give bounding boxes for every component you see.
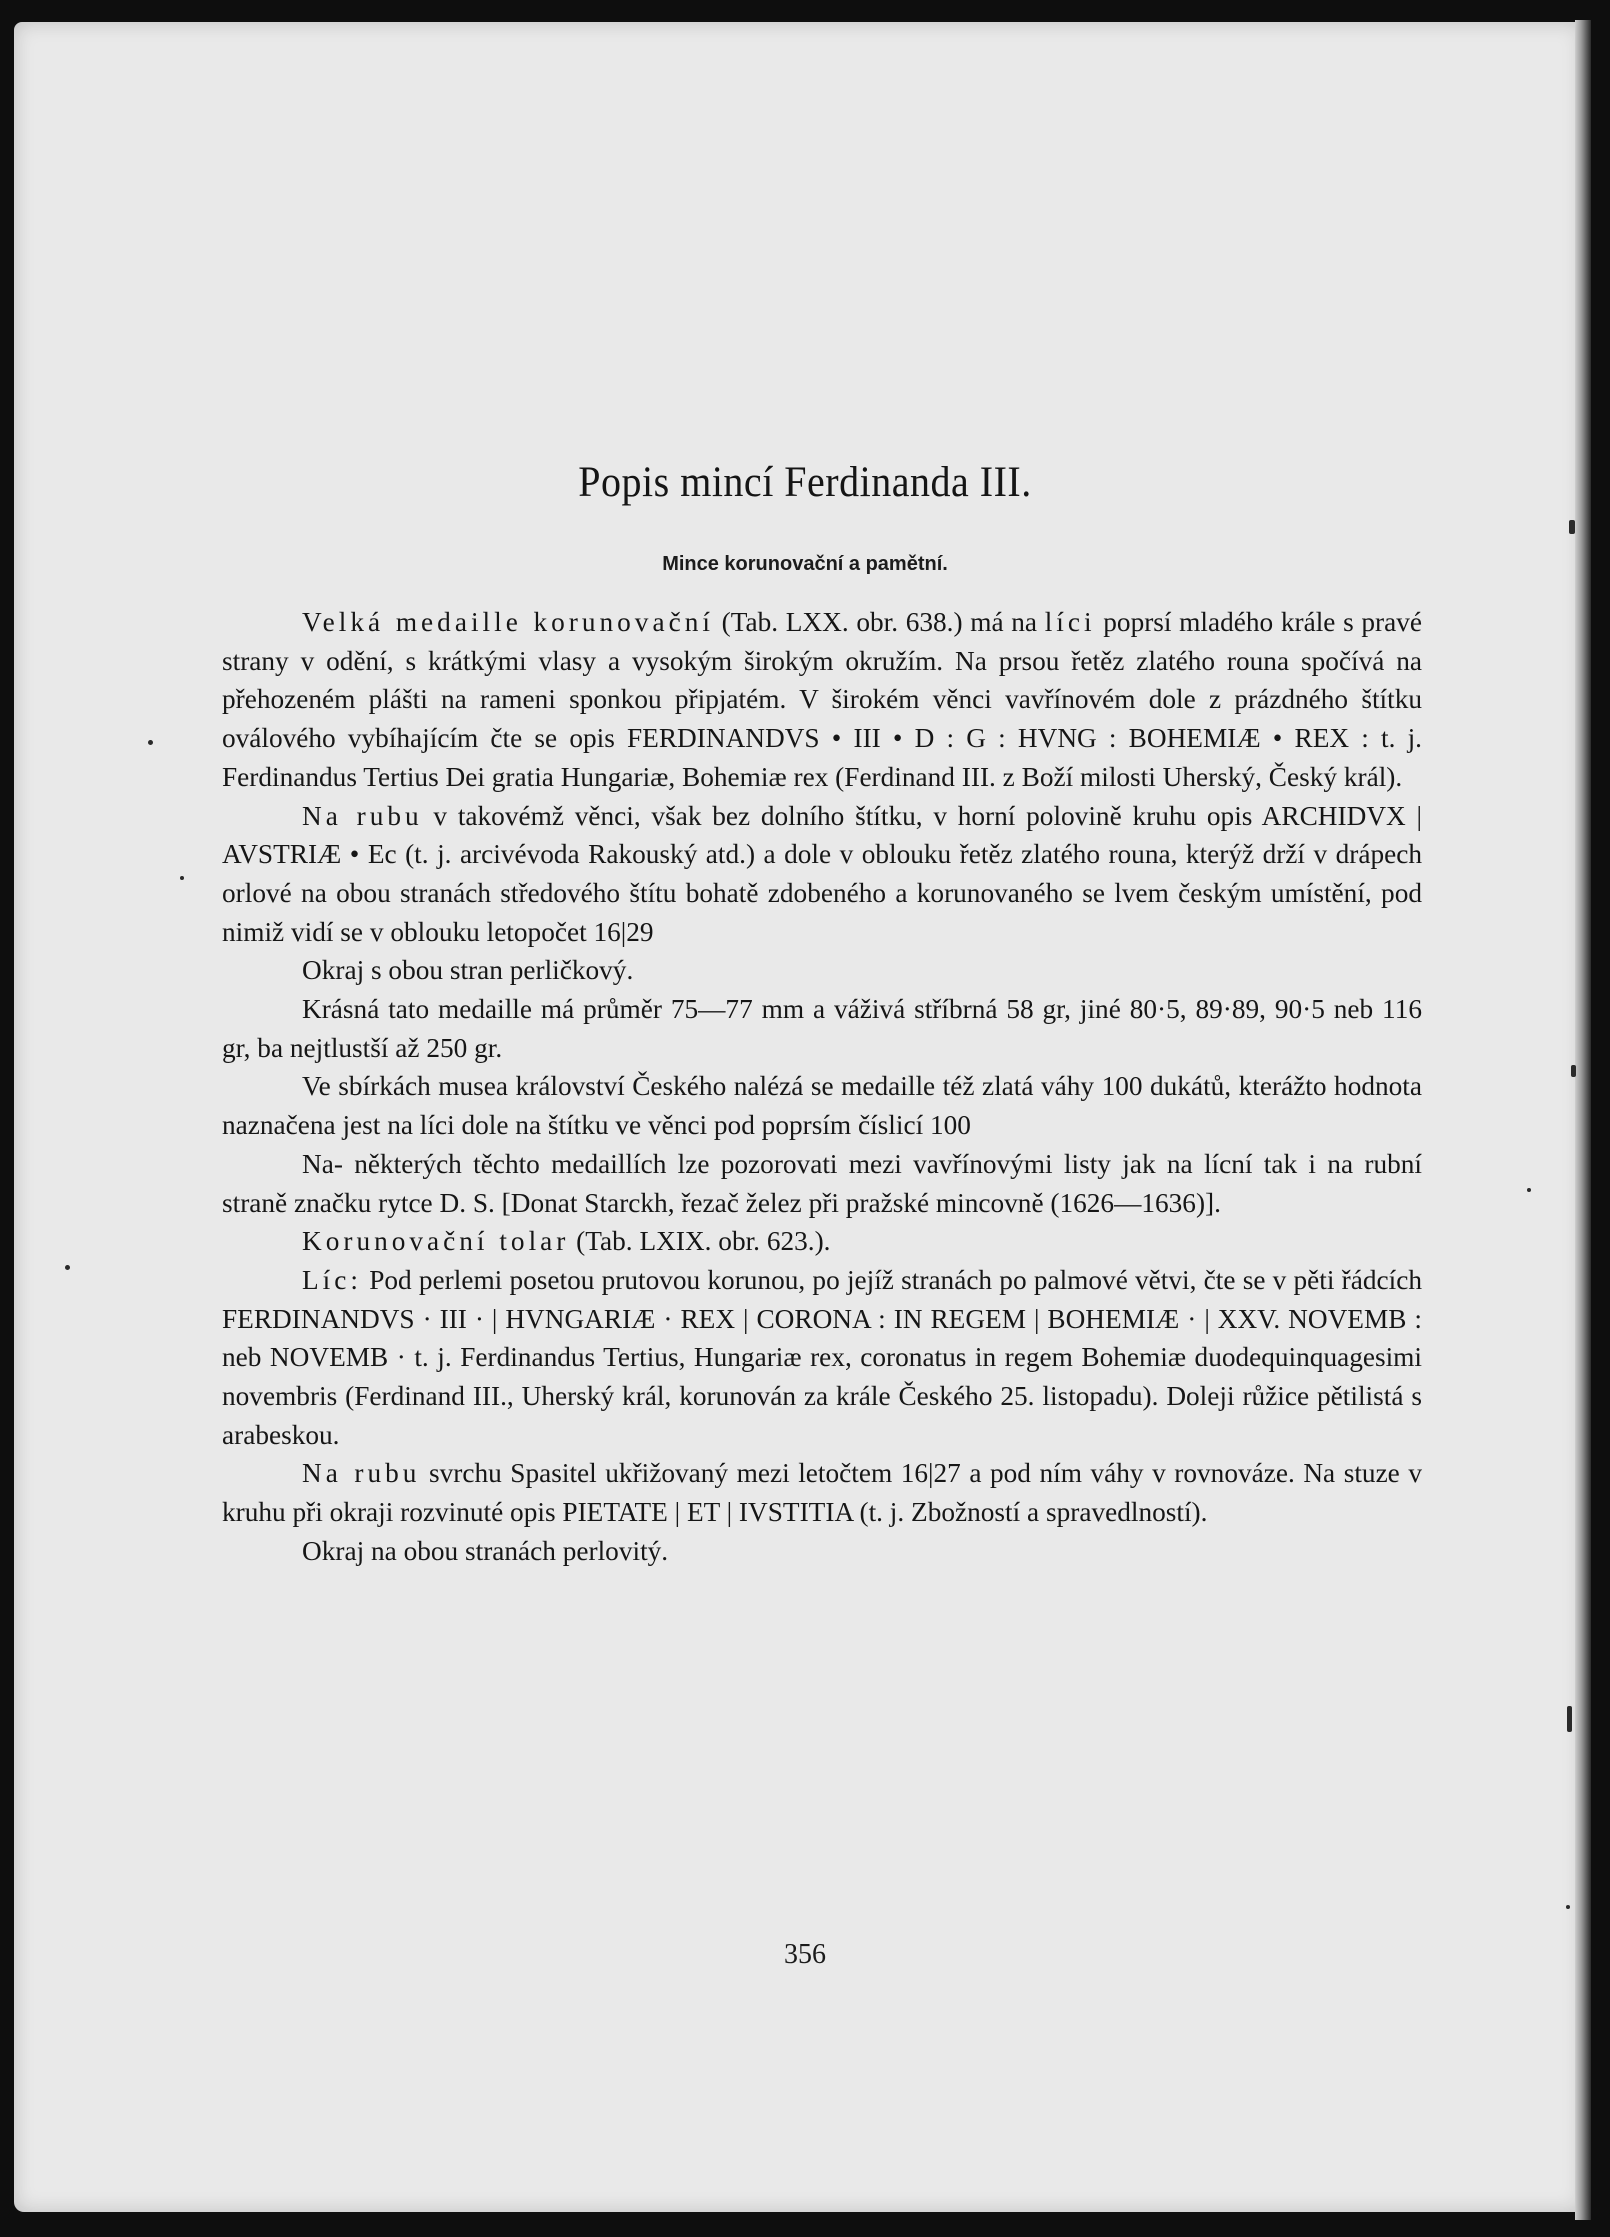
paragraph: Korunovační tolar (Tab. LXIX. obr. 623.). [302, 1226, 831, 1257]
page-number: 356 [784, 1939, 826, 1970]
spaced-term: líci [1044, 607, 1096, 637]
scan-speck [1566, 1905, 1570, 1909]
paragraph: Líc: Pod perlemi posetou prutovou korunou, po jejíž stranách po palmové větvi, čte se v pěti řádcích FERDINANDVS · III · | HVNGARIÆ · REX | CORONA : IN REGEM | BOHEMIÆ · | XXV. NOVEMB : neb NOVEMB · t. j. Ferdinandus Tertius, Hungariæ rex, coronatus in regem Bohemiæ duodequinquagesimi novembris (Ferdinand III., Uherský král, korunován za krále Českého 25. listopadu). Doleji růžice pětilistá s arabeskou. [222, 1264, 1422, 1450]
scan-speck [148, 740, 153, 745]
scan-speck [1571, 1065, 1576, 1077]
paragraph: Ve sbírkách musea království Českého nalézá se medaille též zlatá váhy 100 dukátů, kterážto hodnota naznačena jest na líci dole na štítku ve věnci pod poprsím číslicí 100 [222, 1071, 1422, 1141]
spaced-term: Velká medaille korunovační [302, 607, 714, 637]
scan-speck [65, 1265, 70, 1270]
paragraph: Na rubu v takovémž věnci, však bez dolního štítku, v horní polovině kruhu opis ARCHIDVX | AVSTRIÆ • Ec (t. j. arcivévoda Rakouský atd.) a dole v oblouku řetěz zlatého rouna, kterýž drží v drápech orlové na obou stranách středového štítu bohatě zdobeného a korunovaného se lvem českým umístění, pod nimiž vidí se v oblouku letopočet 16|29 [222, 800, 1422, 947]
paragraph: Krásná tato medaille má průměr 75—77 mm a váživá stříbrná 58 gr, jiné 80·5, 89·89, 90·5 neb 116 gr, ba nejtlustší až 250 gr. [222, 994, 1422, 1063]
scan-speck [1569, 520, 1575, 534]
paragraph: Na- některých těchto medaillích lze pozorovati mezi vavřínovými listy jak na lícní tak i na rubní straně značku rytce D. S. [Donat Starckh, řezač želez při pražské mincovně (1626—1636)]. [222, 1148, 1422, 1218]
page-binding-edge [1575, 20, 1591, 2220]
spaced-term: Líc: [302, 1264, 362, 1295]
scan-speck [1527, 1188, 1531, 1192]
spaced-term: Na rubu [302, 1458, 421, 1489]
page-title: Popis mincí Ferdinanda III. [578, 457, 1032, 506]
scan-speck [1567, 1706, 1572, 1732]
scan-speck [180, 876, 184, 880]
paragraph: Okraj na obou stranách perlovitý. [302, 1535, 669, 1566]
paragraph: Velká medaille korunovační (Tab. LXX. obr. 638.) má na líci poprsí mladého krále s pravé strany v odění, s krátkými vlasy a vysokým širokým okružím. Na prsou řetěz zlatého rouna spočívá na přehozeném plášti na rameni sponkou připjatém. V širokém věnci vavřínovém dole z prázdného štítku oválového vybíhajícím čte se opis FERDINANDVS • III • D : G : HVNG : BOHEMIÆ • REX : t. j. Ferdinandus Tertius Dei gratia Hungariæ, Bohemiæ rex (Ferdinand III. z Boží milosti Uherský, Český král). [222, 607, 1422, 792]
spaced-term: Na rubu [302, 800, 423, 831]
paragraph: Na rubu svrchu Spasitel ukřižovaný mezi letočtem 16|27 a pod ním váhy v rovnováze. Na stuze v kruhu při okraji rozvinuté opis PIETATE | ET | IVSTITIA (t. j. Zbožností a spravedlností). [222, 1458, 1422, 1528]
section-subtitle: Mince korunovační a pamětní. [662, 553, 948, 575]
spaced-term: Korunovační tolar [302, 1226, 570, 1257]
paragraph: Okraj s obou stran perličkový. [302, 955, 634, 986]
body-text [222, 603, 1422, 1571]
